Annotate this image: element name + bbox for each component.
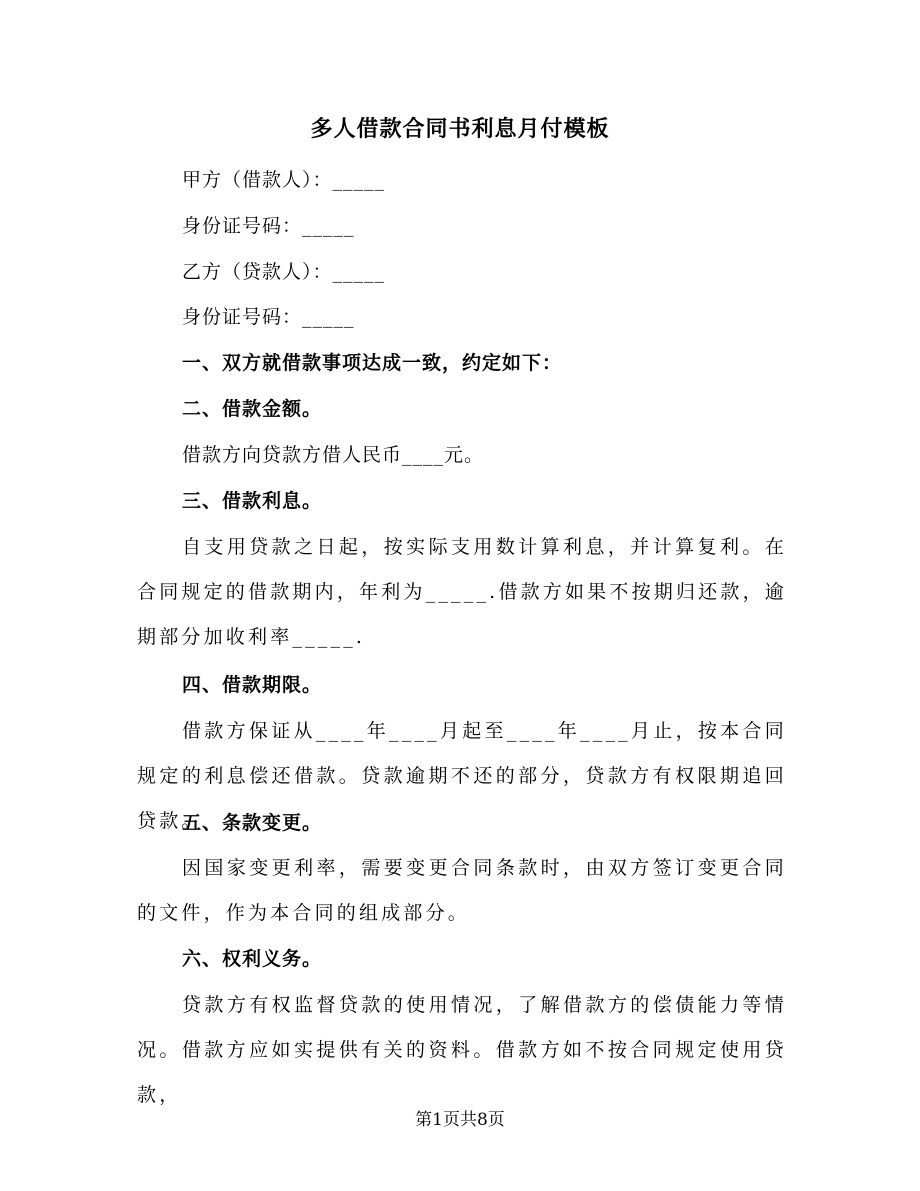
party-b-line: 乙方（贷款人）：_____: [182, 261, 386, 283]
section-4-heading: 四、借款期限。: [182, 674, 323, 696]
section-5-text: 因国家变更利率，需要变更合同条款时，由双方签订变更合同的文件，作为本合同的组成部分。: [137, 857, 787, 924]
section-2-heading: 二、借款金额。: [182, 398, 323, 420]
document-title: 多人借款合同书利息月付模板: [310, 116, 610, 142]
section-6-heading: 六、权利义务。: [182, 948, 323, 970]
section-1-heading: 一、双方就借款事项达成一致，约定如下：: [182, 352, 563, 374]
page-indicator: 第1页共8页: [415, 1110, 505, 1130]
section-3-text: 自支用贷款之日起，按实际支用数计算利息，并计算复利。在合同规定的借款期内，年利为_____.借款方如果不按期归还款，逾期部分加收利率_____.: [137, 536, 787, 648]
section-5-heading: 五、条款变更。: [182, 812, 323, 834]
section-4-text: 借款方保证从____年____月起至____年____月止，按本合同规定的利息偿还借款。贷款逾期不还的部分，贷款方有权限期追回贷款。: [137, 720, 787, 832]
party-b-id-line: 身份证号码：_____: [182, 306, 355, 328]
party-a-line: 甲方（借款人）：_____: [182, 169, 386, 191]
party-a-id-line: 身份证号码：_____: [182, 215, 355, 237]
section-2-text: 借款方向贷款方借人民币____元。: [182, 444, 485, 466]
section-6-text: 贷款方有权监督贷款的使用情况，了解借款方的偿债能力等情况。借款方应如实提供有关的资料。借款方如不按合同规定使用贷款，: [137, 994, 787, 1106]
section-3-heading: 三、借款利息。: [182, 490, 323, 512]
